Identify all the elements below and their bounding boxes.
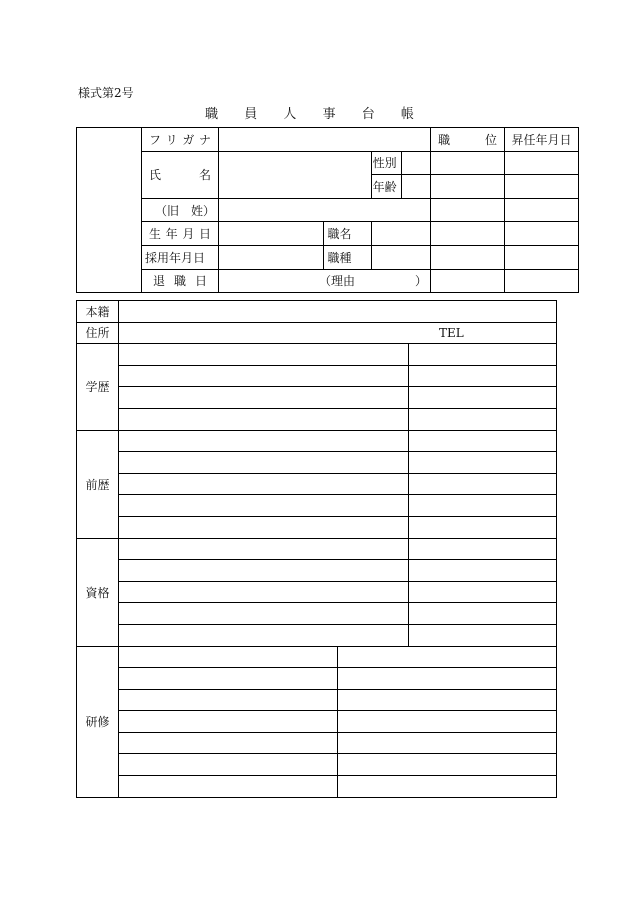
job-title-label: 職名 [324, 222, 371, 246]
training-entry[interactable] [119, 732, 338, 754]
education-date[interactable] [409, 344, 557, 366]
shonin-label: 昇任年月日 [505, 128, 579, 152]
education-entry[interactable] [119, 408, 409, 430]
education-date[interactable] [409, 365, 557, 387]
training-entry[interactable] [119, 711, 338, 733]
career-date[interactable] [409, 430, 557, 452]
promotion-cell[interactable] [505, 222, 579, 246]
name-label: 氏 名 [142, 151, 219, 198]
former-surname-label: （旧 姓） [142, 198, 219, 222]
qualification-entry[interactable] [119, 581, 409, 603]
former-surname-field[interactable] [219, 198, 431, 222]
title-char: 帳 [400, 107, 414, 122]
career-entry[interactable] [119, 473, 409, 495]
education-entry[interactable] [119, 344, 409, 366]
qualification-date[interactable] [409, 560, 557, 582]
training-entry[interactable] [119, 668, 338, 690]
hire-date-field[interactable] [219, 245, 324, 269]
training-entry[interactable] [119, 689, 338, 711]
promotion-cell[interactable] [505, 175, 579, 199]
training-entry[interactable] [119, 754, 338, 776]
photo-area [77, 128, 142, 293]
promotion-cell[interactable] [505, 151, 579, 175]
career-entry[interactable] [119, 452, 409, 474]
qualification-entry[interactable] [119, 560, 409, 582]
job-type-field[interactable] [371, 245, 430, 269]
form-title [0, 103, 630, 122]
form-number: 様式第2号 [78, 86, 134, 100]
job-type-label: 職種 [324, 245, 371, 269]
qualification-date[interactable] [409, 538, 557, 560]
title-char: 員 [244, 107, 258, 122]
position-cell[interactable] [431, 151, 505, 175]
honseki-label: 本籍 [77, 301, 119, 323]
promotion-cell[interactable] [505, 198, 579, 222]
career-date[interactable] [409, 473, 557, 495]
training-entry[interactable] [338, 711, 557, 733]
retirement-date-label: 退 職 日 [142, 269, 219, 293]
job-title-field[interactable] [371, 222, 430, 246]
honseki-field[interactable] [119, 301, 557, 323]
qualification-entry[interactable] [119, 538, 409, 560]
address-label: 住所 [77, 322, 119, 344]
qualification-date[interactable] [409, 624, 557, 646]
training-entry[interactable] [119, 776, 338, 798]
age-field[interactable] [401, 175, 430, 199]
position-cell[interactable] [431, 222, 505, 246]
training-entry[interactable] [338, 776, 557, 798]
sex-label: 性別 [371, 151, 401, 175]
career-date[interactable] [409, 495, 557, 517]
qualification-date[interactable] [409, 581, 557, 603]
training-entry[interactable] [338, 646, 557, 668]
birthdate-label: 生 年 月 日 [142, 222, 219, 246]
position-cell[interactable] [431, 245, 505, 269]
education-date[interactable] [409, 408, 557, 430]
career-entry[interactable] [119, 495, 409, 517]
reason-label: （理由 ） [319, 274, 428, 289]
title-char: 人 [283, 107, 297, 122]
training-entry[interactable] [119, 646, 338, 668]
training-entry[interactable] [338, 754, 557, 776]
hire-date-label: 採用年月日 [142, 245, 219, 269]
address-field[interactable] [119, 322, 557, 344]
training-entry[interactable] [338, 732, 557, 754]
title-char: 事 [322, 107, 336, 122]
training-entry[interactable] [338, 689, 557, 711]
furigana-field[interactable] [219, 128, 431, 152]
position-cell[interactable] [431, 269, 505, 293]
career-date[interactable] [409, 516, 557, 538]
position-cell[interactable] [431, 198, 505, 222]
history-table [76, 300, 557, 798]
furigana-label: フ リ ガ ナ [142, 128, 219, 152]
qualification-entry[interactable] [119, 603, 409, 625]
qualifications-label: 資格 [77, 538, 119, 646]
education-label: 学歴 [77, 344, 119, 430]
title-char: 職 [205, 107, 219, 122]
career-entry[interactable] [119, 430, 409, 452]
name-field[interactable] [219, 151, 372, 198]
training-entry[interactable] [338, 668, 557, 690]
age-label: 年齢 [371, 175, 401, 199]
tel-label: TEL [439, 325, 464, 340]
qualification-date[interactable] [409, 603, 557, 625]
shokui-label: 職 位 [431, 128, 505, 152]
education-date[interactable] [409, 387, 557, 409]
retirement-field[interactable] [219, 269, 431, 293]
personal-info-table [76, 127, 579, 293]
career-entry[interactable] [119, 516, 409, 538]
education-entry[interactable] [119, 365, 409, 387]
education-entry[interactable] [119, 387, 409, 409]
sex-field[interactable] [401, 151, 430, 175]
prior-career-label: 前歴 [77, 430, 119, 538]
training-label: 研修 [77, 646, 119, 797]
career-date[interactable] [409, 452, 557, 474]
title-char: 台 [361, 107, 375, 122]
promotion-cell[interactable] [505, 269, 579, 293]
birthdate-field[interactable] [219, 222, 324, 246]
position-cell[interactable] [431, 175, 505, 199]
promotion-cell[interactable] [505, 245, 579, 269]
qualification-entry[interactable] [119, 624, 409, 646]
